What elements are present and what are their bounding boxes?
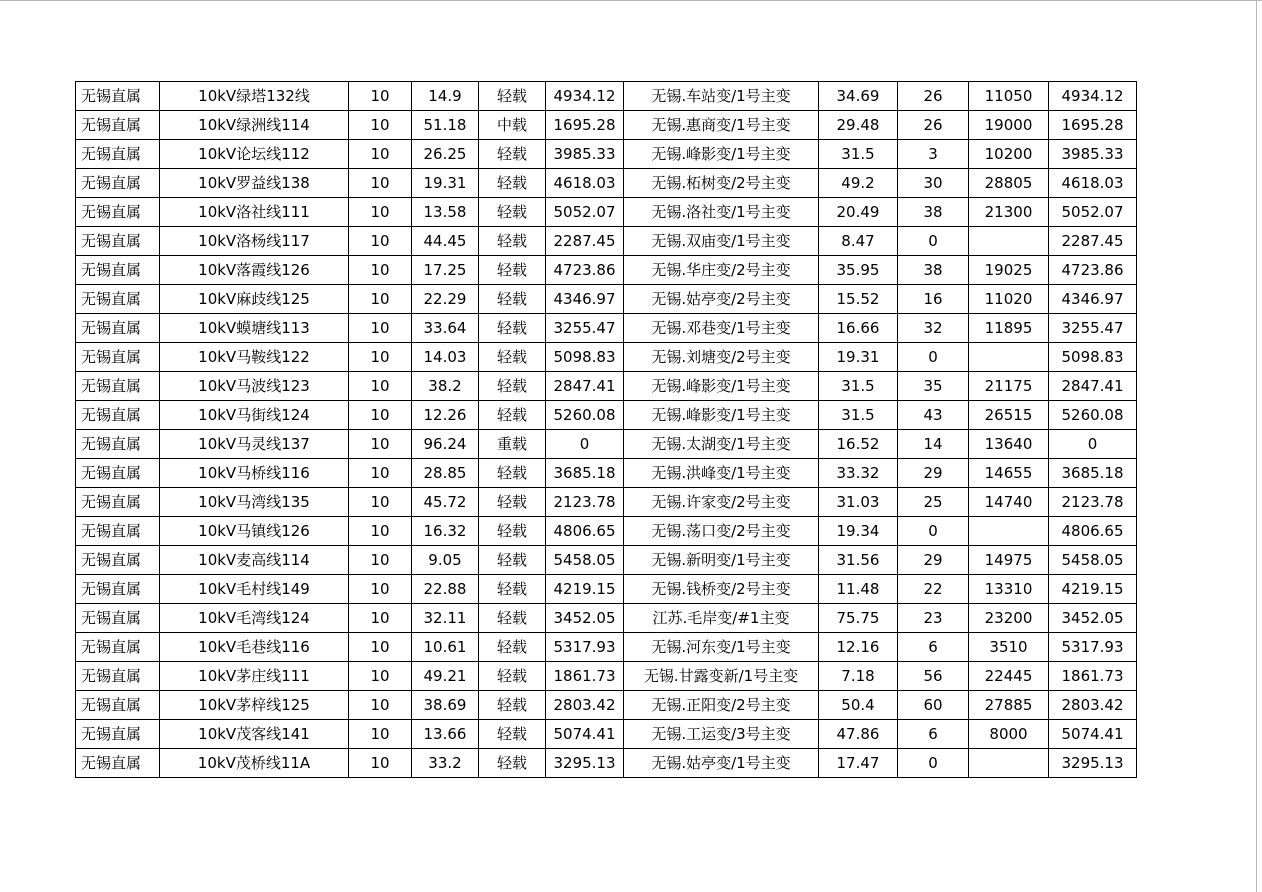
voltage-cell: 10 (349, 82, 412, 111)
amount-cell: 26515 (969, 401, 1049, 430)
count-cell: 0 (898, 517, 969, 546)
feeder-name-cell: 10kV罗益线138 (160, 169, 349, 198)
table-row (76, 82, 1137, 111)
table-row (76, 517, 1137, 546)
transformer-cell: 江苏.毛岸变/#1主变 (624, 604, 819, 633)
count-cell: 22 (898, 575, 969, 604)
count-cell: 26 (898, 82, 969, 111)
transformer-cell: 无锡.太湖变/1号主变 (624, 430, 819, 459)
capacity-cell: 2847.41 (546, 372, 624, 401)
region-cell: 无锡直属 (76, 691, 160, 720)
feeder-name-cell: 10kV麻歧线125 (160, 285, 349, 314)
transformer-load-rate-cell: 34.69 (819, 82, 898, 111)
capacity-cell: 4346.97 (546, 285, 624, 314)
voltage-cell: 10 (349, 662, 412, 691)
transformer-load-rate-cell: 29.48 (819, 111, 898, 140)
load-rate-cell: 16.32 (412, 517, 479, 546)
transformer-load-rate-cell: 19.34 (819, 517, 898, 546)
feeder-name-cell: 10kV马镇线126 (160, 517, 349, 546)
table-row (76, 111, 1137, 140)
region-cell: 无锡直属 (76, 720, 160, 749)
amount-cell: 3510 (969, 633, 1049, 662)
capacity-cell: 5098.83 (546, 343, 624, 372)
count-cell: 38 (898, 256, 969, 285)
region-cell: 无锡直属 (76, 343, 160, 372)
load-rate-cell: 49.21 (412, 662, 479, 691)
transformer-cell: 无锡.洛社变/1号主变 (624, 198, 819, 227)
transformer-load-rate-cell: 35.95 (819, 256, 898, 285)
capacity-cell: 5074.41 (546, 720, 624, 749)
load-rate-cell: 22.29 (412, 285, 479, 314)
capacity-cell: 1861.73 (546, 662, 624, 691)
capacity-cell: 4934.12 (546, 82, 624, 111)
amount-cell: 14975 (969, 546, 1049, 575)
table-row (76, 749, 1137, 778)
count-cell: 35 (898, 372, 969, 401)
load-status-cell: 轻载 (479, 691, 546, 720)
table-row (76, 343, 1137, 372)
remaining-capacity-cell: 5260.08 (1049, 401, 1137, 430)
region-cell: 无锡直属 (76, 227, 160, 256)
feeder-name-cell: 10kV绿洲线114 (160, 111, 349, 140)
voltage-cell: 10 (349, 343, 412, 372)
remaining-capacity-cell: 2803.42 (1049, 691, 1137, 720)
table-body (76, 82, 1137, 778)
transformer-cell: 无锡.荡口变/2号主变 (624, 517, 819, 546)
load-status-cell: 轻载 (479, 285, 546, 314)
voltage-cell: 10 (349, 140, 412, 169)
feeder-name-cell: 10kV马灵线137 (160, 430, 349, 459)
table-row (76, 546, 1137, 575)
capacity-cell: 4723.86 (546, 256, 624, 285)
amount-cell: 13640 (969, 430, 1049, 459)
amount-cell: 8000 (969, 720, 1049, 749)
remaining-capacity-cell: 0 (1049, 430, 1137, 459)
table-row (76, 604, 1137, 633)
amount-cell: 10200 (969, 140, 1049, 169)
remaining-capacity-cell: 4346.97 (1049, 285, 1137, 314)
load-rate-cell: 12.26 (412, 401, 479, 430)
remaining-capacity-cell: 4723.86 (1049, 256, 1137, 285)
voltage-cell: 10 (349, 401, 412, 430)
region-cell: 无锡直属 (76, 314, 160, 343)
remaining-capacity-cell: 4806.65 (1049, 517, 1137, 546)
transformer-cell: 无锡.邓巷变/1号主变 (624, 314, 819, 343)
count-cell: 32 (898, 314, 969, 343)
load-status-cell: 轻载 (479, 256, 546, 285)
table-row (76, 169, 1137, 198)
region-cell: 无锡直属 (76, 372, 160, 401)
remaining-capacity-cell: 4219.15 (1049, 575, 1137, 604)
table-row (76, 140, 1137, 169)
amount-cell: 22445 (969, 662, 1049, 691)
transformer-cell: 无锡.姑亭变/2号主变 (624, 285, 819, 314)
amount-cell: 23200 (969, 604, 1049, 633)
transformer-load-rate-cell: 31.5 (819, 372, 898, 401)
transformer-load-rate-cell: 49.2 (819, 169, 898, 198)
amount-cell (969, 517, 1049, 546)
load-rate-cell: 38.69 (412, 691, 479, 720)
voltage-cell: 10 (349, 546, 412, 575)
count-cell: 43 (898, 401, 969, 430)
load-rate-cell: 26.25 (412, 140, 479, 169)
capacity-cell: 4618.03 (546, 169, 624, 198)
voltage-cell: 10 (349, 517, 412, 546)
transformer-load-rate-cell: 75.75 (819, 604, 898, 633)
transformer-cell: 无锡.柘树变/2号主变 (624, 169, 819, 198)
amount-cell: 14655 (969, 459, 1049, 488)
feeder-name-cell: 10kV论坛线112 (160, 140, 349, 169)
feeder-name-cell: 10kV马鞍线122 (160, 343, 349, 372)
region-cell: 无锡直属 (76, 140, 160, 169)
load-rate-cell: 32.11 (412, 604, 479, 633)
transformer-load-rate-cell: 16.66 (819, 314, 898, 343)
capacity-cell: 3295.13 (546, 749, 624, 778)
transformer-cell: 无锡.新明变/1号主变 (624, 546, 819, 575)
amount-cell: 11020 (969, 285, 1049, 314)
voltage-cell: 10 (349, 256, 412, 285)
voltage-cell: 10 (349, 749, 412, 778)
table-row (76, 720, 1137, 749)
table-row (76, 401, 1137, 430)
amount-cell: 28805 (969, 169, 1049, 198)
remaining-capacity-cell: 3295.13 (1049, 749, 1137, 778)
region-cell: 无锡直属 (76, 604, 160, 633)
table-row (76, 198, 1137, 227)
voltage-cell: 10 (349, 198, 412, 227)
load-status-cell: 轻载 (479, 604, 546, 633)
region-cell: 无锡直属 (76, 546, 160, 575)
transformer-cell: 无锡.峰影变/1号主变 (624, 372, 819, 401)
load-status-cell: 轻载 (479, 459, 546, 488)
load-status-cell: 轻载 (479, 401, 546, 430)
amount-cell: 27885 (969, 691, 1049, 720)
load-status-cell: 轻载 (479, 720, 546, 749)
remaining-capacity-cell: 2123.78 (1049, 488, 1137, 517)
count-cell: 56 (898, 662, 969, 691)
load-status-cell: 轻载 (479, 488, 546, 517)
remaining-capacity-cell: 1861.73 (1049, 662, 1137, 691)
transformer-load-rate-cell: 11.48 (819, 575, 898, 604)
voltage-cell: 10 (349, 169, 412, 198)
region-cell: 无锡直属 (76, 198, 160, 227)
load-status-cell: 轻载 (479, 749, 546, 778)
feeder-name-cell: 10kV毛湾线124 (160, 604, 349, 633)
region-cell: 无锡直属 (76, 517, 160, 546)
load-status-cell: 轻载 (479, 198, 546, 227)
region-cell: 无锡直属 (76, 256, 160, 285)
load-rate-cell: 44.45 (412, 227, 479, 256)
load-status-cell: 轻载 (479, 227, 546, 256)
transformer-cell: 无锡.刘塘变/2号主变 (624, 343, 819, 372)
transformer-load-rate-cell: 17.47 (819, 749, 898, 778)
count-cell: 0 (898, 227, 969, 256)
remaining-capacity-cell: 5074.41 (1049, 720, 1137, 749)
feeder-name-cell: 10kV毛村线149 (160, 575, 349, 604)
load-rate-cell: 13.58 (412, 198, 479, 227)
voltage-cell: 10 (349, 285, 412, 314)
voltage-cell: 10 (349, 459, 412, 488)
table-row (76, 691, 1137, 720)
transformer-load-rate-cell: 31.5 (819, 140, 898, 169)
load-status-cell: 轻载 (479, 314, 546, 343)
remaining-capacity-cell: 3985.33 (1049, 140, 1137, 169)
feeder-name-cell: 10kV马桥线116 (160, 459, 349, 488)
region-cell: 无锡直属 (76, 82, 160, 111)
load-status-cell: 轻载 (479, 662, 546, 691)
capacity-cell: 2287.45 (546, 227, 624, 256)
feeder-name-cell: 10kV马湾线135 (160, 488, 349, 517)
table-row (76, 430, 1137, 459)
load-rate-cell: 38.2 (412, 372, 479, 401)
capacity-cell: 4219.15 (546, 575, 624, 604)
amount-cell: 21175 (969, 372, 1049, 401)
load-status-cell: 轻载 (479, 633, 546, 662)
table-row (76, 314, 1137, 343)
amount-cell: 19025 (969, 256, 1049, 285)
feeder-name-cell: 10kV茂客线141 (160, 720, 349, 749)
transformer-cell: 无锡.许家变/2号主变 (624, 488, 819, 517)
capacity-cell: 3452.05 (546, 604, 624, 633)
table-row (76, 459, 1137, 488)
count-cell: 23 (898, 604, 969, 633)
remaining-capacity-cell: 5317.93 (1049, 633, 1137, 662)
region-cell: 无锡直属 (76, 488, 160, 517)
capacity-cell: 4806.65 (546, 517, 624, 546)
amount-cell (969, 749, 1049, 778)
load-status-cell: 轻载 (479, 575, 546, 604)
table-row (76, 372, 1137, 401)
remaining-capacity-cell: 2847.41 (1049, 372, 1137, 401)
count-cell: 29 (898, 459, 969, 488)
remaining-capacity-cell: 2287.45 (1049, 227, 1137, 256)
transformer-load-rate-cell: 50.4 (819, 691, 898, 720)
amount-cell (969, 227, 1049, 256)
remaining-capacity-cell: 5098.83 (1049, 343, 1137, 372)
transformer-cell: 无锡.工运变/3号主变 (624, 720, 819, 749)
transformer-load-rate-cell: 12.16 (819, 633, 898, 662)
load-rate-cell: 45.72 (412, 488, 479, 517)
voltage-cell: 10 (349, 314, 412, 343)
remaining-capacity-cell: 5052.07 (1049, 198, 1137, 227)
table-row (76, 662, 1137, 691)
voltage-cell: 10 (349, 633, 412, 662)
capacity-cell: 5317.93 (546, 633, 624, 662)
transformer-load-rate-cell: 33.32 (819, 459, 898, 488)
transformer-load-rate-cell: 8.47 (819, 227, 898, 256)
load-status-cell: 轻载 (479, 343, 546, 372)
transformer-load-rate-cell: 20.49 (819, 198, 898, 227)
remaining-capacity-cell: 3452.05 (1049, 604, 1137, 633)
load-rate-cell: 96.24 (412, 430, 479, 459)
count-cell: 38 (898, 198, 969, 227)
voltage-cell: 10 (349, 227, 412, 256)
count-cell: 0 (898, 749, 969, 778)
transformer-load-rate-cell: 7.18 (819, 662, 898, 691)
table-row (76, 285, 1137, 314)
count-cell: 16 (898, 285, 969, 314)
capacity-cell: 5458.05 (546, 546, 624, 575)
amount-cell: 13310 (969, 575, 1049, 604)
region-cell: 无锡直属 (76, 430, 160, 459)
page-right-border (1256, 0, 1257, 892)
feeder-name-cell: 10kV蟆塘线113 (160, 314, 349, 343)
transformer-cell: 无锡.姑亭变/1号主变 (624, 749, 819, 778)
transformer-cell: 无锡.双庙变/1号主变 (624, 227, 819, 256)
voltage-cell: 10 (349, 430, 412, 459)
table-row (76, 575, 1137, 604)
transformer-load-rate-cell: 15.52 (819, 285, 898, 314)
count-cell: 30 (898, 169, 969, 198)
feeder-name-cell: 10kV茅庄线111 (160, 662, 349, 691)
voltage-cell: 10 (349, 691, 412, 720)
region-cell: 无锡直属 (76, 575, 160, 604)
count-cell: 0 (898, 343, 969, 372)
load-status-cell: 轻载 (479, 82, 546, 111)
load-rate-cell: 33.64 (412, 314, 479, 343)
amount-cell: 11895 (969, 314, 1049, 343)
count-cell: 6 (898, 720, 969, 749)
load-rate-cell: 51.18 (412, 111, 479, 140)
count-cell: 26 (898, 111, 969, 140)
region-cell: 无锡直属 (76, 169, 160, 198)
amount-cell: 11050 (969, 82, 1049, 111)
count-cell: 25 (898, 488, 969, 517)
capacity-cell: 3985.33 (546, 140, 624, 169)
load-rate-cell: 10.61 (412, 633, 479, 662)
region-cell: 无锡直属 (76, 633, 160, 662)
transformer-cell: 无锡.车站变/1号主变 (624, 82, 819, 111)
feeder-name-cell: 10kV马波线123 (160, 372, 349, 401)
load-rate-cell: 28.85 (412, 459, 479, 488)
transformer-cell: 无锡.钱桥变/2号主变 (624, 575, 819, 604)
count-cell: 29 (898, 546, 969, 575)
load-rate-cell: 9.05 (412, 546, 479, 575)
feeder-name-cell: 10kV马街线124 (160, 401, 349, 430)
capacity-cell: 5052.07 (546, 198, 624, 227)
capacity-cell: 2123.78 (546, 488, 624, 517)
voltage-cell: 10 (349, 604, 412, 633)
load-rate-cell: 14.9 (412, 82, 479, 111)
feeder-name-cell: 10kV洛杨线117 (160, 227, 349, 256)
amount-cell (969, 343, 1049, 372)
load-status-cell: 中载 (479, 111, 546, 140)
feeder-name-cell: 10kV洛社线111 (160, 198, 349, 227)
load-rate-cell: 14.03 (412, 343, 479, 372)
capacity-cell: 0 (546, 430, 624, 459)
remaining-capacity-cell: 4934.12 (1049, 82, 1137, 111)
amount-cell: 19000 (969, 111, 1049, 140)
capacity-cell: 3255.47 (546, 314, 624, 343)
feeder-name-cell: 10kV麦高线114 (160, 546, 349, 575)
region-cell: 无锡直属 (76, 662, 160, 691)
remaining-capacity-cell: 3685.18 (1049, 459, 1137, 488)
table-row (76, 227, 1137, 256)
amount-cell: 21300 (969, 198, 1049, 227)
remaining-capacity-cell: 3255.47 (1049, 314, 1137, 343)
load-rate-cell: 22.88 (412, 575, 479, 604)
table-row (76, 488, 1137, 517)
transformer-cell: 无锡.惠商变/1号主变 (624, 111, 819, 140)
capacity-cell: 2803.42 (546, 691, 624, 720)
transformer-load-rate-cell: 31.03 (819, 488, 898, 517)
remaining-capacity-cell: 1695.28 (1049, 111, 1137, 140)
transformer-load-rate-cell: 19.31 (819, 343, 898, 372)
voltage-cell: 10 (349, 372, 412, 401)
region-cell: 无锡直属 (76, 111, 160, 140)
region-cell: 无锡直属 (76, 749, 160, 778)
transformer-cell: 无锡.甘露变新/1号主变 (624, 662, 819, 691)
load-status-cell: 轻载 (479, 372, 546, 401)
remaining-capacity-cell: 4618.03 (1049, 169, 1137, 198)
capacity-cell: 1695.28 (546, 111, 624, 140)
count-cell: 14 (898, 430, 969, 459)
capacity-cell: 5260.08 (546, 401, 624, 430)
voltage-cell: 10 (349, 720, 412, 749)
feeder-name-cell: 10kV茂桥线11A (160, 749, 349, 778)
region-cell: 无锡直属 (76, 401, 160, 430)
transformer-load-rate-cell: 31.56 (819, 546, 898, 575)
transformer-cell: 无锡.河东变/1号主变 (624, 633, 819, 662)
region-cell: 无锡直属 (76, 285, 160, 314)
table-row (76, 633, 1137, 662)
voltage-cell: 10 (349, 111, 412, 140)
load-status-cell: 轻载 (479, 140, 546, 169)
load-rate-cell: 13.66 (412, 720, 479, 749)
count-cell: 3 (898, 140, 969, 169)
feeder-name-cell: 10kV落霞线126 (160, 256, 349, 285)
page-top-border (0, 0, 1262, 1)
transformer-cell: 无锡.峰影变/1号主变 (624, 140, 819, 169)
load-rate-cell: 17.25 (412, 256, 479, 285)
transformer-cell: 无锡.正阳变/2号主变 (624, 691, 819, 720)
load-rate-cell: 19.31 (412, 169, 479, 198)
region-cell: 无锡直属 (76, 459, 160, 488)
transformer-cell: 无锡.峰影变/1号主变 (624, 401, 819, 430)
table-row (76, 256, 1137, 285)
load-status-cell: 重载 (479, 430, 546, 459)
feeder-name-cell: 10kV毛巷线116 (160, 633, 349, 662)
transformer-load-rate-cell: 31.5 (819, 401, 898, 430)
amount-cell: 14740 (969, 488, 1049, 517)
feeder-name-cell: 10kV绿塔132线 (160, 82, 349, 111)
load-rate-cell: 33.2 (412, 749, 479, 778)
transformer-cell: 无锡.洪峰变/1号主变 (624, 459, 819, 488)
voltage-cell: 10 (349, 488, 412, 517)
feeder-name-cell: 10kV茅梓线125 (160, 691, 349, 720)
count-cell: 6 (898, 633, 969, 662)
transformer-load-rate-cell: 47.86 (819, 720, 898, 749)
remaining-capacity-cell: 5458.05 (1049, 546, 1137, 575)
count-cell: 60 (898, 691, 969, 720)
load-status-cell: 轻载 (479, 169, 546, 198)
feeder-load-table (75, 81, 1137, 778)
load-status-cell: 轻载 (479, 517, 546, 546)
load-status-cell: 轻载 (479, 546, 546, 575)
voltage-cell: 10 (349, 575, 412, 604)
capacity-cell: 3685.18 (546, 459, 624, 488)
transformer-load-rate-cell: 16.52 (819, 430, 898, 459)
transformer-cell: 无锡.华庄变/2号主变 (624, 256, 819, 285)
